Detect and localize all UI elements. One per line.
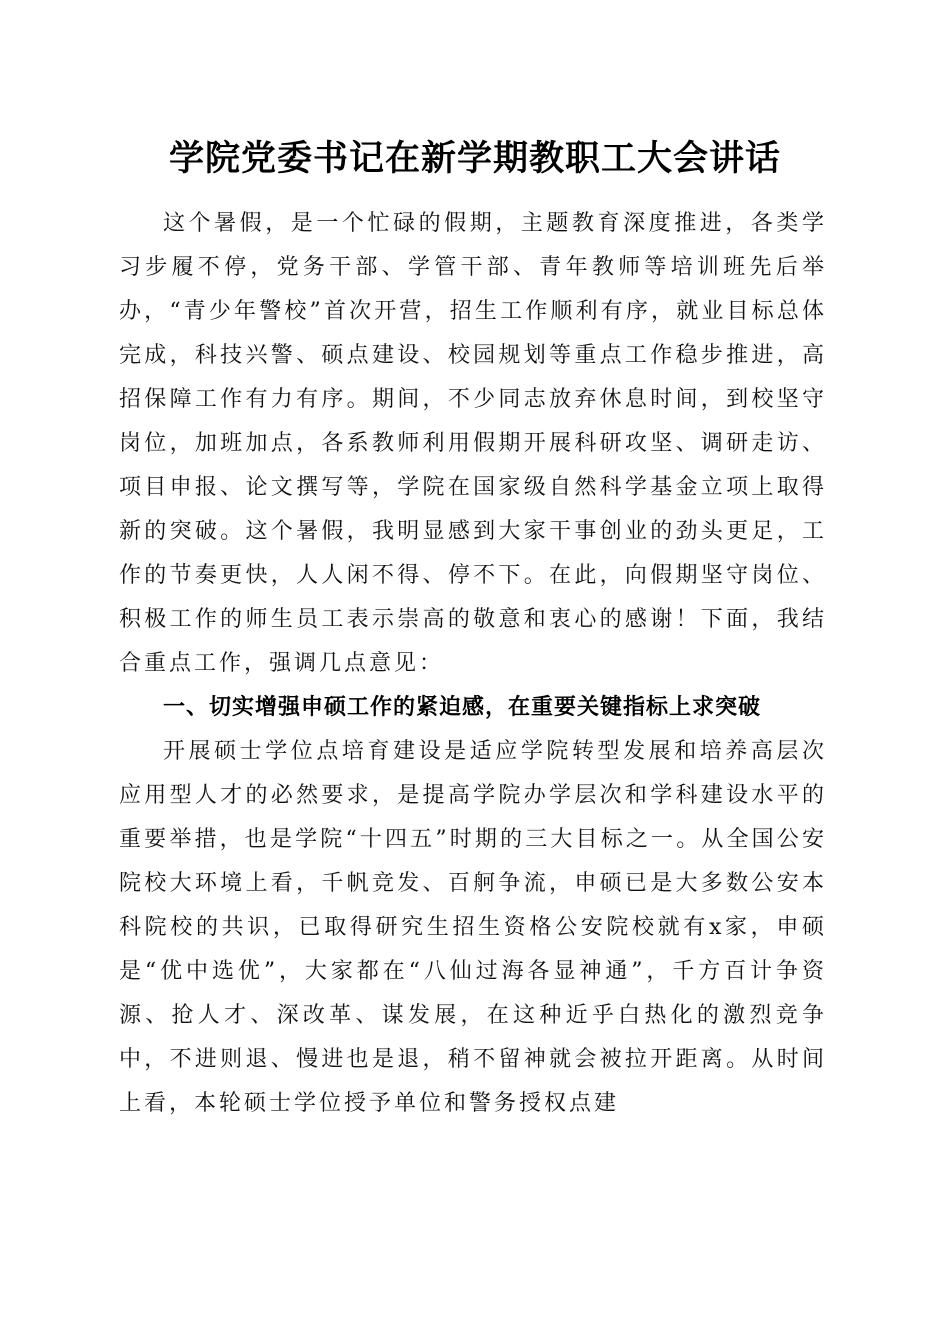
document-body [119, 202, 827, 1126]
document-title: 学院党委书记在新学期教职工大会讲话 [168, 138, 781, 179]
paragraph-section-1: 开展硕士学位点培育建设是适应学院转型发展和培养高层次应用型人才的必然要求，是提高学院办学层次和学科建设水平的重要举措，也是学院“十四五”时期的三大目标之一。从全国公安院校大环境上看，千帆竞发、百舸争流，申硕已是大多数公安本科院校的共识，已取得研究生招生资格公安院校就有x家，申硕是“优中选优”，大家都在“八仙过海各显神通”，千方百计争资源、抢人才、深改革、谋发展，在这种近乎白热化的激烈竞争中，不进则退、慢进也是退，稍不留神就会被拉开距离。从时间上看，本轮硕士学位授予单位和警务授权点建 [119, 739, 827, 1116]
paragraph-intro: 这个暑假，是一个忙碌的假期，主题教育深度推进，各类学习步履不停，党务干部、学管干部、青年教师等培训班先后举办，“青少年警校”首次开营，招生工作顺利有序，就业目标总体完成，科技兴警、硕点建设、校园规划等重点工作稳步推进，高招保障工作有力有序。期间，不少同志放弃休息时间，到校坚守岗位，加班加点，各系教师利用假期开展科研攻坚、调研走访、项目申报、论文撰写等，学院在国家级自然科学基金立项上取得新的突破。这个暑假，我明显感到大家干事创业的劲头更足，工作的节奏更快，人人闲不得、停不下。在此，向假期坚守岗位、积极工作的师生员工表示崇高的敬意和衷心的感谢！下面，我结合重点工作，强调几点意见： [119, 211, 827, 676]
section-heading-1: 一、切实增强申硕工作的紧迫感，在重要关键指标上求突破 [163, 695, 762, 720]
